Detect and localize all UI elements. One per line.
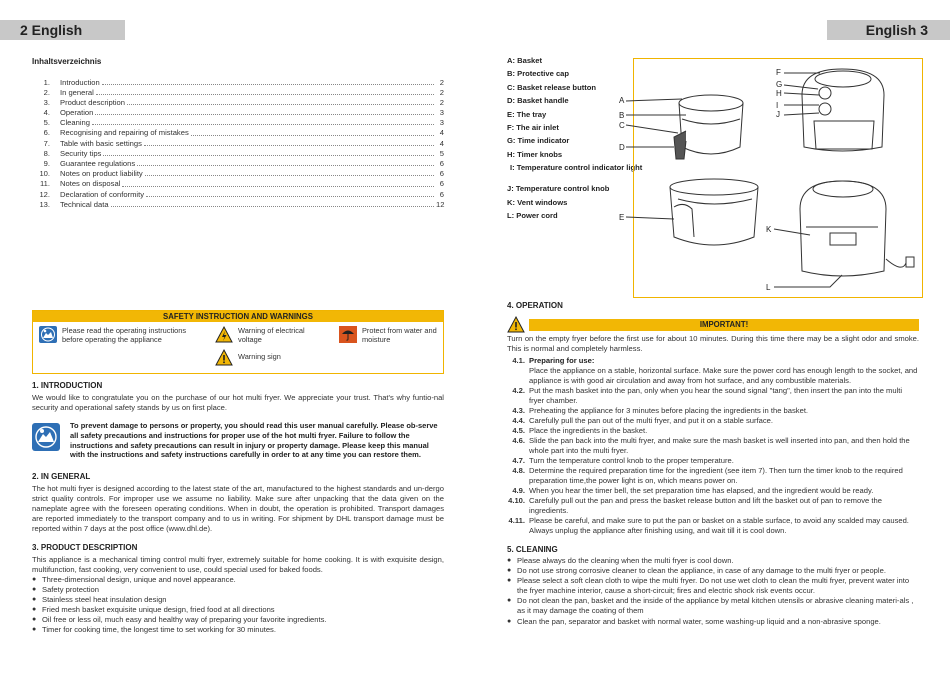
step-body	[529, 356, 919, 386]
toc-number: 4.	[43, 108, 50, 118]
toc-page-number: 3	[439, 108, 444, 118]
bullet-icon: ●	[507, 557, 512, 565]
toc-dot-leader	[137, 159, 434, 166]
toc-number: 12.	[39, 189, 50, 199]
part-item: C: Basket release button	[507, 82, 597, 92]
toc-number: 10.	[39, 169, 50, 179]
part-item: K: Vent windows	[507, 197, 568, 207]
toc-number: 1.	[43, 77, 50, 87]
intro-heading: 1. INTRODUCTION	[32, 381, 103, 390]
toc-dot-leader	[102, 78, 434, 85]
umbrella-icon	[339, 326, 357, 343]
toc-page-number: 2	[439, 87, 444, 97]
general-heading: 2. IN GENERAL	[32, 472, 91, 481]
toc-dot-leader	[127, 98, 434, 105]
step-number: 4.2.	[512, 385, 525, 395]
toc-label: Introduction	[60, 77, 100, 87]
toc-page-number: 5	[439, 148, 444, 158]
safety-title: SAFETY INSTRUCTION AND WARNINGS	[33, 311, 443, 322]
toc-row	[32, 108, 444, 118]
toc-page-number: 6	[439, 159, 444, 169]
step-body	[529, 516, 919, 536]
diagram-label-j: J	[776, 110, 780, 119]
toc-number: 3.	[43, 97, 50, 107]
step-number: 4.10.	[508, 495, 525, 505]
toc-page-number: 4	[439, 128, 444, 138]
product-bullet	[32, 585, 444, 595]
toc-label: In general	[60, 87, 94, 97]
toc-page-number: 3	[439, 118, 444, 128]
product-text: This appliance is a mechanical timing control multi fryer, extremely suitable for home cooking. It is with exquisite design, multifunction, fast cooking, very convenient to use, could special used for baked foods.	[32, 554, 444, 574]
step-body	[529, 416, 919, 426]
operation-step	[507, 466, 919, 486]
toc-label: Declaration of conformity	[60, 189, 144, 199]
toc-label: Notes on product liability	[60, 169, 143, 179]
page-header-left: 2 English	[0, 20, 125, 40]
toc-row	[32, 98, 444, 108]
toc-row	[32, 169, 444, 179]
toc-number: 5.	[43, 118, 50, 128]
step-text: Turn the temperature control knob to the proper temperature.	[529, 455, 734, 465]
read-manual-icon	[32, 423, 60, 451]
cleaning-bullet	[507, 566, 919, 576]
toc-page-number: 6	[439, 179, 444, 189]
step-body	[529, 486, 919, 496]
bullet-text: Three-dimensional design, unique and novel appearance.	[42, 574, 236, 584]
read-manual-icon	[39, 326, 57, 343]
toc-dot-leader	[92, 118, 434, 125]
general-section	[32, 472, 444, 534]
bullet-icon: ●	[32, 615, 37, 623]
operation-step	[507, 416, 919, 426]
toc-label: Notes on disposal	[60, 179, 121, 189]
step-body	[529, 466, 919, 486]
step-text: Preheating the appliance for 3 minutes before placing the ingredients in the basket.	[529, 405, 809, 415]
air-fryer-illustration	[619, 59, 924, 299]
step-body	[529, 496, 919, 516]
step-number: 4.7.	[512, 455, 525, 465]
operation-intro: Turn on the empty fryer before the first use for about 10 minutes. During this time there may be a slight odor and smoke. This is normal and completely harmless.	[507, 333, 919, 353]
diagram-label-c: C	[619, 121, 625, 130]
toc-label: Security tips	[60, 148, 102, 158]
table-of-contents	[32, 57, 444, 210]
product-bullet	[32, 575, 444, 585]
toc-number: 11.	[40, 179, 50, 189]
safety-sign-text: Warning sign	[238, 352, 281, 361]
part-item: L: Power cord	[507, 210, 558, 220]
toc-label: Cleaning	[60, 118, 90, 128]
bullet-icon: ●	[507, 597, 512, 605]
product-bullet	[32, 625, 444, 635]
step-text: When you hear the timer bell, the set preparation time has elapsed, and the ingredient would be ready.	[529, 485, 874, 495]
diagram-label-e: E	[619, 213, 625, 222]
toc-page-number: 4	[439, 138, 444, 148]
step-text: Determine the required preparation time for the ingredient (see item 7). Then turn the timer knob to the required preparation time,the power light is on, which means power on.	[529, 465, 903, 485]
right-page	[475, 0, 950, 674]
operation-step	[507, 426, 919, 436]
part-item: I: Temperature control indicator light	[510, 163, 643, 173]
step-number: 4.1.	[512, 355, 525, 365]
toc-label: Recognising and repairing of mistakes	[60, 128, 189, 138]
bullet-icon: ●	[32, 575, 37, 583]
diagram-label-l: L	[766, 283, 771, 292]
warning-sign-icon	[507, 316, 525, 333]
step-text: Place the ingredients in the basket.	[529, 425, 648, 435]
product-bullet	[32, 595, 444, 605]
toc-number: 13.	[39, 199, 50, 209]
product-heading: 3. PRODUCT DESCRIPTION	[32, 543, 138, 552]
toc-dot-leader	[95, 108, 434, 115]
operation-step	[507, 516, 919, 536]
operation-step	[507, 496, 919, 516]
toc-dot-leader	[146, 190, 434, 197]
step-number: 4.9.	[512, 485, 525, 495]
toc-dot-leader	[191, 128, 434, 135]
introduction-section	[32, 381, 444, 413]
bullet-icon: ●	[507, 577, 512, 585]
operation-step	[507, 356, 919, 386]
bullet-text: Fried mesh basket exquisite unique design, fried food at all directions	[42, 604, 275, 614]
toc-label: Product description	[60, 97, 126, 107]
toc-row	[32, 78, 444, 88]
parts-list	[507, 54, 643, 222]
step-number: 4.5.	[512, 425, 525, 435]
operation-step	[507, 386, 919, 406]
part-item: F: The air inlet	[507, 122, 559, 132]
step-number: 4.6.	[512, 435, 525, 445]
safety-box	[32, 310, 444, 374]
bullet-text: Do not clean the pan, basket and the inside of the appliance by metal kitchen utensils or abrasive cleaning materi-als , as it may damage the coating of them	[517, 596, 914, 616]
toc-dot-leader	[111, 200, 434, 207]
safety-sign-item	[215, 349, 315, 366]
toc-row	[32, 200, 444, 210]
step-title: Preparing for use:	[529, 355, 595, 365]
bullet-icon: ●	[32, 625, 37, 633]
step-text: Carefully pull the pan out of the multi fryer, and put it on a stable surface.	[529, 415, 773, 425]
part-item: D: Basket handle	[507, 96, 569, 106]
safety-read-item	[39, 326, 189, 345]
step-text: Put the mash basket into the pan, only when you hear the sound signal "tang", then insert the pan into the multi fryer chamber.	[529, 385, 903, 405]
toc-label: Technical data	[60, 199, 109, 209]
general-text: The hot multi fryer is designed according to the latest state of the art, manufactured to the highest standards and un-dergo strict quality controls. For improper use we assume no liability. Make sure after unpacking that the data given on the nameplate agree with the foreseen operating conditions. When in doubt, the operation is prohibited. Transport damages are reported immediately to the transport company and to us in writing. For shipment by DHL transport damage must be reported within 7 days at the post office (www.dhl.de).	[32, 483, 444, 533]
product-bullet	[32, 615, 444, 625]
toc-row	[32, 139, 444, 149]
bullet-text: Timer for cooking time, the longest time to set working for 30 minutes.	[42, 624, 276, 634]
safety-water-item	[339, 326, 439, 345]
manual-warning-block	[32, 421, 444, 460]
diagram-label-a: A	[619, 96, 625, 105]
toc-row	[32, 88, 444, 98]
step-body	[529, 406, 919, 416]
toc-number: 9.	[43, 159, 50, 169]
step-body	[529, 436, 919, 456]
step-body	[529, 456, 919, 466]
diagram-label-i: I	[776, 101, 779, 110]
toc-dot-leader	[145, 169, 434, 176]
part-item: H: Timer knobs	[507, 149, 563, 159]
toc-number: 2.	[43, 87, 50, 97]
toc-label: Guarantee regulations	[60, 159, 136, 169]
step-text: Place the appliance on a stable, horizontal surface. Make sure the power cord has enough length to the socket, and appliance is with good air circulation and away from hot surface, and any combustible materials.	[529, 365, 918, 385]
operation-step	[507, 436, 919, 456]
step-body	[529, 426, 919, 436]
important-label: IMPORTANT!	[529, 319, 919, 331]
toc-page-number: 2	[439, 77, 444, 87]
bullet-text: Do not use strong corrosive cleaner to clean the appliance, in case of any damage to the multi fryer or people.	[517, 566, 886, 576]
cleaning-bullet	[507, 576, 919, 596]
product-bullet	[32, 605, 444, 615]
cleaning-heading: 5. CLEANING	[507, 544, 558, 554]
toc-row	[32, 149, 444, 159]
bullet-text: Clean the pan, separator and basket with normal water, some washing-up liquid and a non-abrasive sponge.	[517, 616, 881, 626]
toc-row	[32, 179, 444, 189]
warning-sign-icon	[215, 349, 233, 366]
toc-label: Table with basic settings	[60, 138, 142, 148]
part-item: G: Time indicator	[507, 136, 570, 146]
step-text: Please be careful, and make sure to put the pan or basket on a stable surface, to avoid any scalded may caused. Always unplug the appliance after finishing using, and wait till it is cool down.	[529, 515, 909, 535]
step-text: Carefully pull out the pan and press the basket release button and lift the basket out of pan to remove the ingredients.	[529, 495, 882, 515]
toc-row	[32, 190, 444, 200]
toc-page-number: 2	[439, 97, 444, 107]
toc-number: 8.	[43, 148, 50, 158]
operation-step	[507, 486, 919, 496]
step-number: 4.3.	[512, 405, 525, 415]
safety-water-text: Protect from water and moisture	[362, 326, 437, 345]
operation-heading: 4. OPERATION	[507, 301, 563, 310]
product-description-section	[32, 543, 444, 635]
toc-page-number: 12	[436, 199, 445, 209]
part-item: A: Basket	[507, 56, 543, 65]
step-text: Slide the pan back into the multi fryer, and make sure the mash basket is well inserted into pan, and then hold the whole part into the multi fryer.	[529, 435, 910, 455]
operation-step	[507, 456, 919, 466]
product-diagram	[619, 58, 923, 298]
part-item: E: The tray	[507, 109, 547, 119]
safety-electrical-item	[215, 326, 315, 345]
toc-dot-leader	[144, 139, 434, 146]
toc-page-number: 6	[439, 189, 444, 199]
toc-number: 7.	[43, 138, 50, 148]
diagram-label-b: B	[619, 111, 625, 120]
bullet-icon: ●	[32, 585, 37, 593]
bullet-text: Safety protection	[42, 584, 99, 594]
bullet-text: Please always do the cleaning when the multi fryer is cool down.	[517, 556, 734, 566]
bullet-text: Oil free or less oil, much easy and healthy way of preparing your favorite ingredients.	[42, 614, 327, 624]
important-banner	[507, 316, 919, 334]
cleaning-bullet	[507, 617, 919, 627]
toc-row	[32, 128, 444, 138]
diagram-label-d: D	[619, 143, 625, 152]
cleaning-bullet	[507, 556, 919, 566]
toc-row	[32, 118, 444, 128]
operation-section	[507, 301, 919, 627]
step-number: 4.11.	[508, 515, 525, 525]
toc-dot-leader	[96, 88, 434, 95]
diagram-label-h: H	[776, 89, 782, 98]
safety-read-text: Please read the operating instructions before operating the appliance	[62, 326, 187, 345]
part-item: J: Temperature control knob	[507, 184, 610, 194]
operation-step	[507, 406, 919, 416]
toc-row	[32, 159, 444, 169]
toc-number: 6.	[43, 128, 50, 138]
bullet-icon: ●	[32, 605, 37, 613]
bullet-text: Stainless steel heat insulation design	[42, 594, 167, 604]
safety-electrical-text: Warning of electrical voltage	[238, 326, 305, 345]
part-item: B: Protective cap	[507, 69, 570, 79]
step-body	[529, 386, 919, 406]
toc-dot-leader	[122, 179, 434, 186]
bullet-icon: ●	[32, 595, 37, 603]
step-number: 4.4.	[512, 415, 525, 425]
manual-warning-text: To prevent damage to persons or property, you should read this user manual carefully. Please ob-serve all safety precautions and instructions for proper use of the hot multi fryer. Failure to follow the instructions and safety precautions can result in injury or property damage. Please keep this manual with the instructions and safety instructions carefully in order to at any time you can restore them.	[70, 421, 438, 460]
toc-dot-leader	[103, 149, 434, 156]
step-number: 4.8.	[512, 465, 525, 475]
diagram-label-g: G	[776, 80, 783, 89]
page-header-right: English 3	[827, 20, 950, 40]
bullet-text: Please select a soft clean cloth to wipe the multi fryer. Do not use wet cloth to clean the multi fryer, prevent water into the fryer machine interior, cause a short-circuit; fires and electric shock risk events occur.	[517, 576, 910, 596]
cleaning-bullet	[507, 596, 919, 616]
diagram-label-k: K	[766, 225, 772, 234]
toc-label: Operation	[60, 108, 94, 118]
electrical-warning-icon	[215, 326, 233, 343]
toc-page-number: 6	[439, 169, 444, 179]
bullet-icon: ●	[507, 567, 512, 575]
intro-text: We would like to congratulate you on the purchase of our hot multi fryer. We appreciate your trust. That's why funtio-nal security and operational safety stands by us on first place.	[32, 392, 444, 412]
bullet-icon: ●	[507, 617, 512, 625]
toc-title: Inhaltsverzeichnis	[32, 57, 102, 66]
diagram-label-f: F	[776, 68, 781, 77]
